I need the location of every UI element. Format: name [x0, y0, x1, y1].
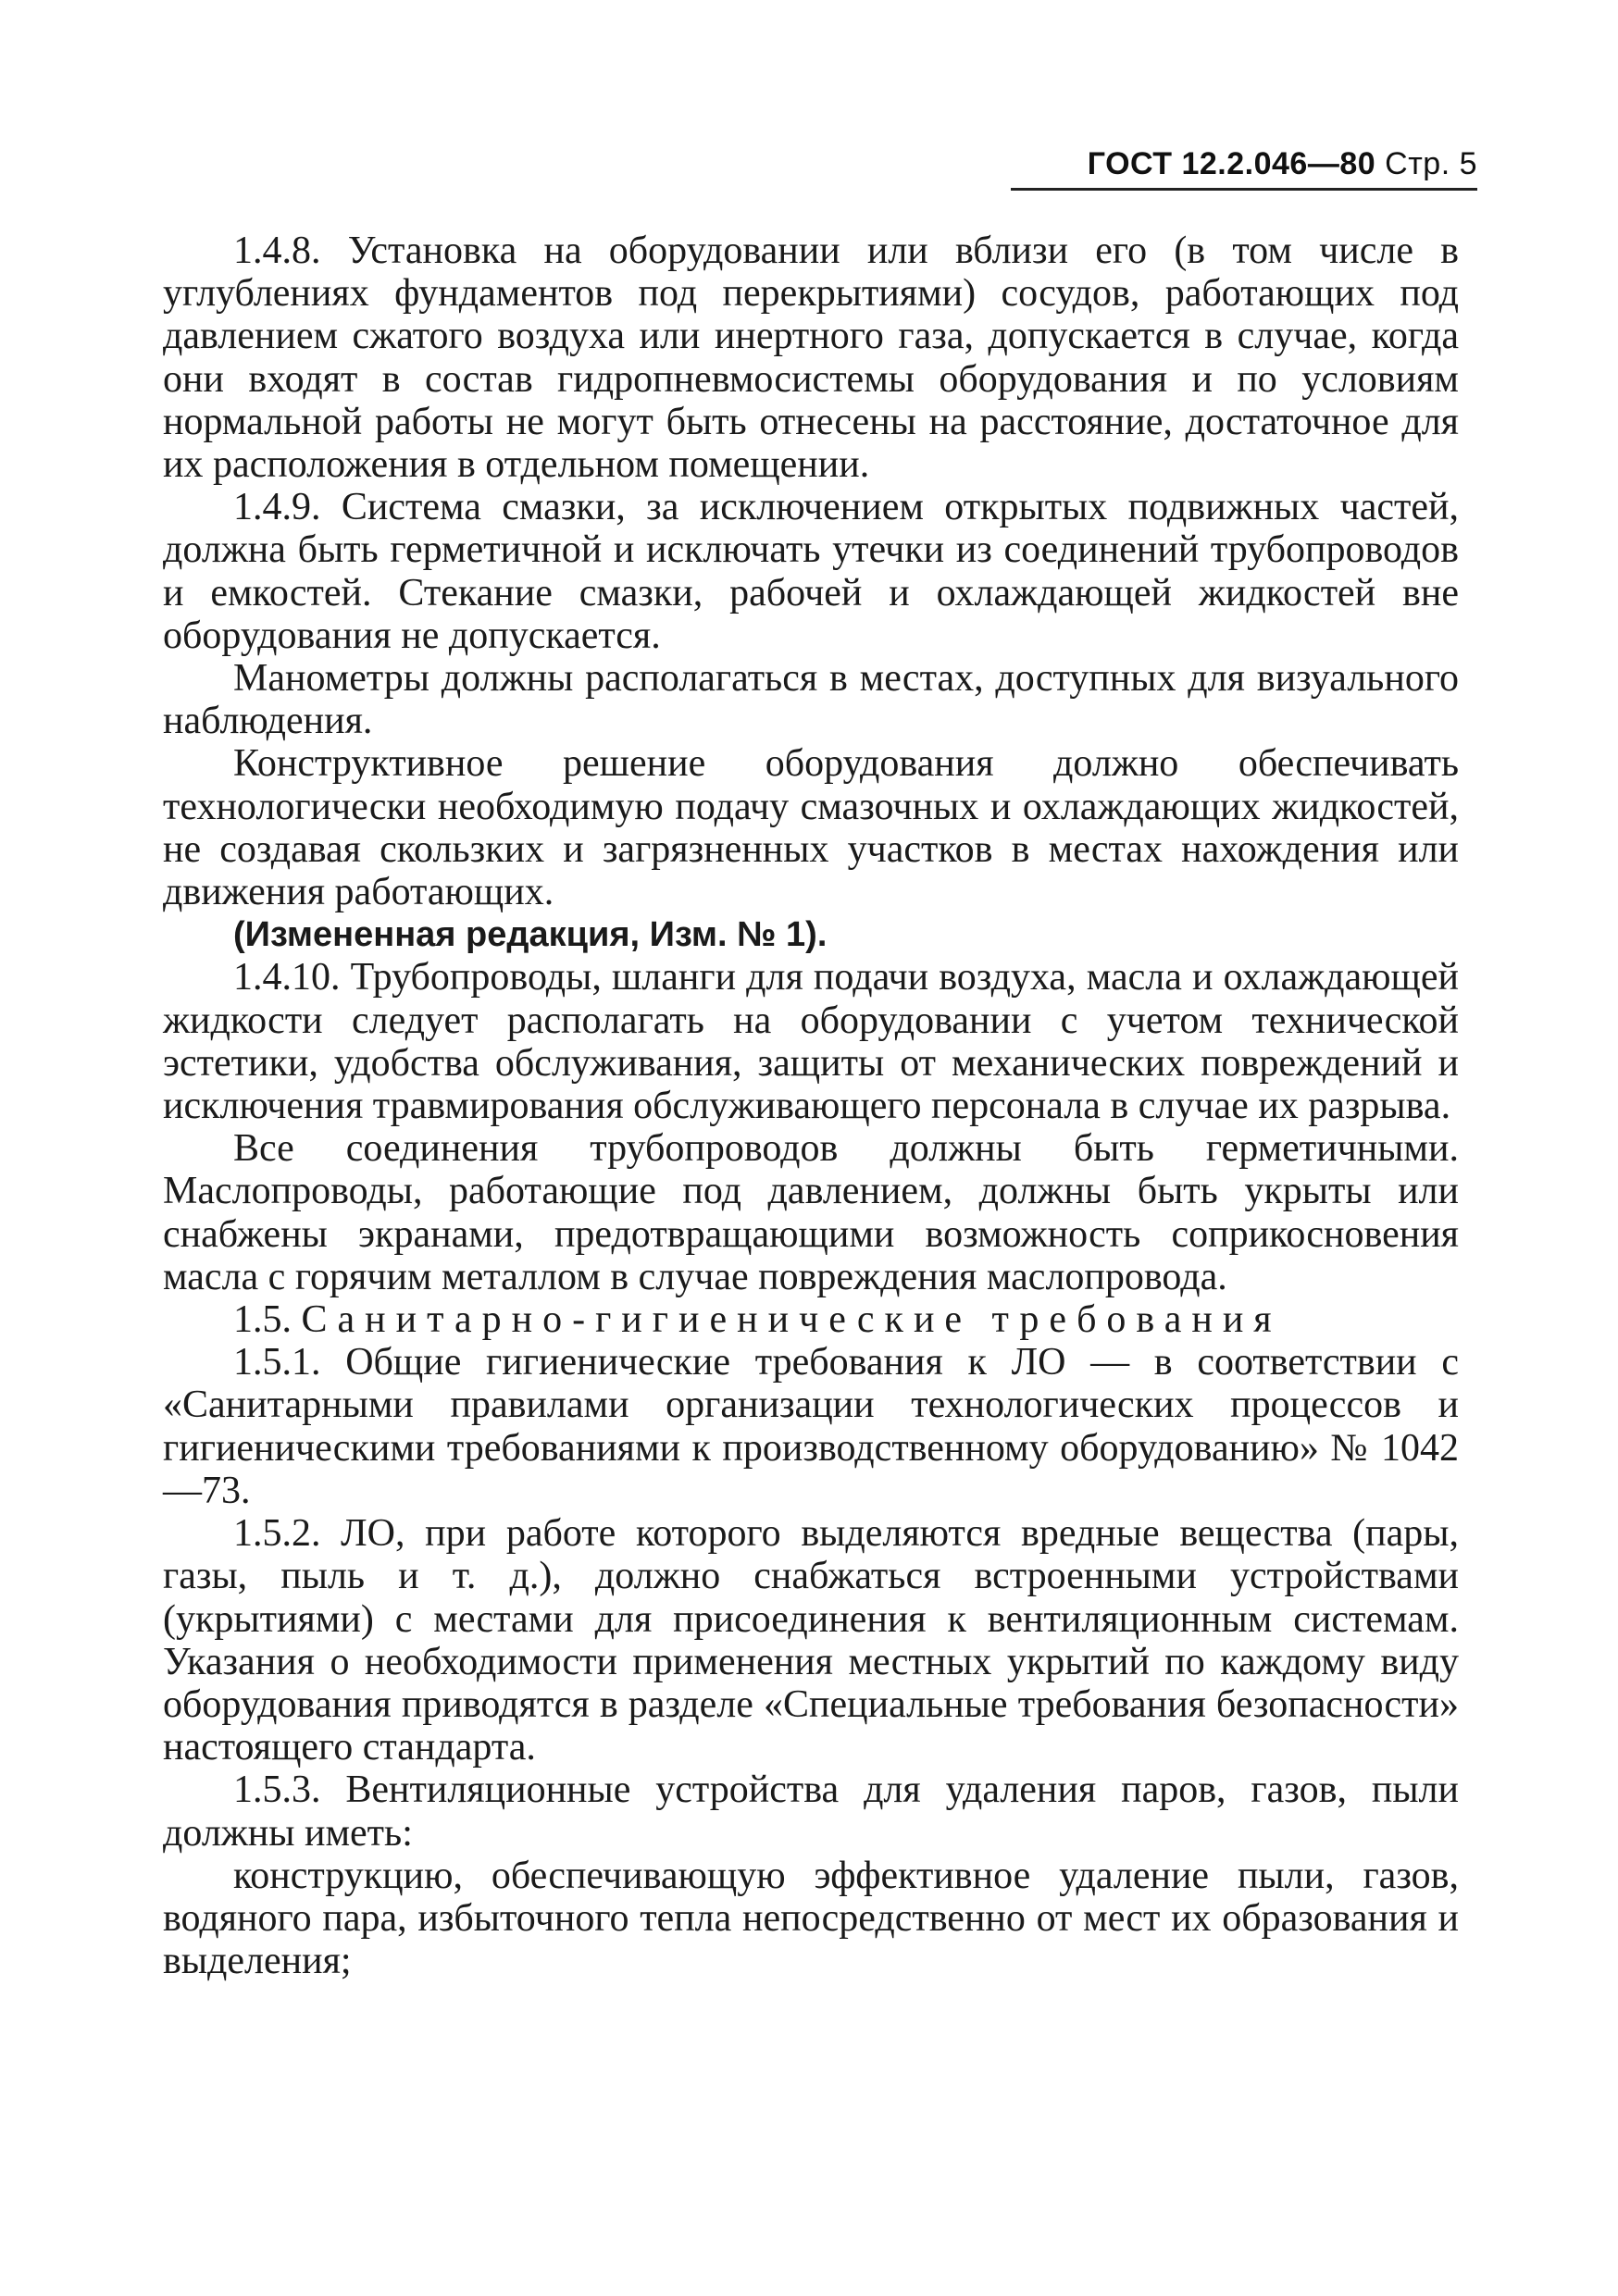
paragraph-1-4-8: 1.4.8. Установка на оборудовании или вблизи его (в том числе в углублениях фундаментов под перекрытиями) сосудов, работающих под давлением сжатого воздуха или инертного газа, допускается в случае, когда они входят в состав гидропневмосистемы оборудования и по условиям нормальной работы не могут быть отнесены на расстояние, достаточное для их расположения в отдельном помещении.	[163, 230, 1459, 487]
header-rule	[1011, 188, 1477, 191]
paragraph-design-solution: Конструктивное решение оборудования должно обеспечивать технологически необходимую подачу смазочных и охлаждающих жидкостей, не создавая скользких и загрязненных участков в местах нахождения или движения работающих.	[163, 742, 1459, 914]
paragraph-1-4-9: 1.4.9. Система смазки, за исключением открытых подвижных частей, должна быть герметичной и исключать утечки из соединений трубопроводов и емкостей. Стекание смазки, рабочей и охлаждающей жидкостей вне оборудования не допускается.	[163, 486, 1459, 657]
paragraph-pipe-connections: Все соединения трубопроводов должны быть герметичными. Маслопроводы, работающие под давлением, должны быть укрыты или снабжены экранами, предотвращающими возможность соприкосновения масла с горячим металлом в случае повреждения маслопровода.	[163, 1127, 1459, 1298]
paragraph-manometers: Манометры должны располагаться в местах, доступных для визуального наблюдения.	[163, 657, 1459, 743]
paragraph-1-5-3: 1.5.3. Вентиляционные устройства для удаления паров, газов, пыли должны иметь:	[163, 1769, 1459, 1855]
section-heading-1-5	[163, 1298, 1459, 1341]
paragraph-1-5-2: 1.5.2. ЛО, при работе которого выделяются вредные вещества (пары, газы, пыль и т. д.), должно снабжаться встроенными устройствами (укрытиями) с местами для присоединения к вентиляционным системам. Указания о необходимости применения местных укрытий по каждому виду оборудования приводятся в разделе «Специальные требования безопасности» настоящего стандарта.	[163, 1512, 1459, 1769]
section-title: Санитарно-гигиенические требования	[301, 1298, 1282, 1342]
standard-number: ГОСТ 12.2.046—80	[1087, 146, 1376, 181]
page-number: Стр. 5	[1385, 146, 1477, 181]
page-header	[1088, 146, 1477, 182]
paragraph-ventilation-design: конструкцию, обеспечивающую эффективное удаление пыли, газов, водяного пара, избыточного тепла непосредственно от мест их образования и выделения;	[163, 1854, 1459, 1983]
paragraph-1-5-1: 1.5.1. Общие гигиенические требования к ЛО — в соответствии с «Санитарными правилами организации технологических процессов и гигиеническими требованиями к производственному оборудованию» № 1042—73.	[163, 1341, 1459, 1512]
paragraph-1-4-10: 1.4.10. Трубопроводы, шланги для подачи воздуха, масла и охлаждающей жидкости следует располагать на оборудовании с учетом технической эстетики, удобства обслуживания, защиты от механических повреждений и исключения травмирования обслуживающего персонала в случае их разрыва.	[163, 956, 1459, 1128]
body-text	[163, 230, 1459, 1982]
amendment-note: (Измененная редакция, Изм. № 1).	[233, 915, 828, 955]
section-number: 1.5.	[233, 1298, 292, 1342]
